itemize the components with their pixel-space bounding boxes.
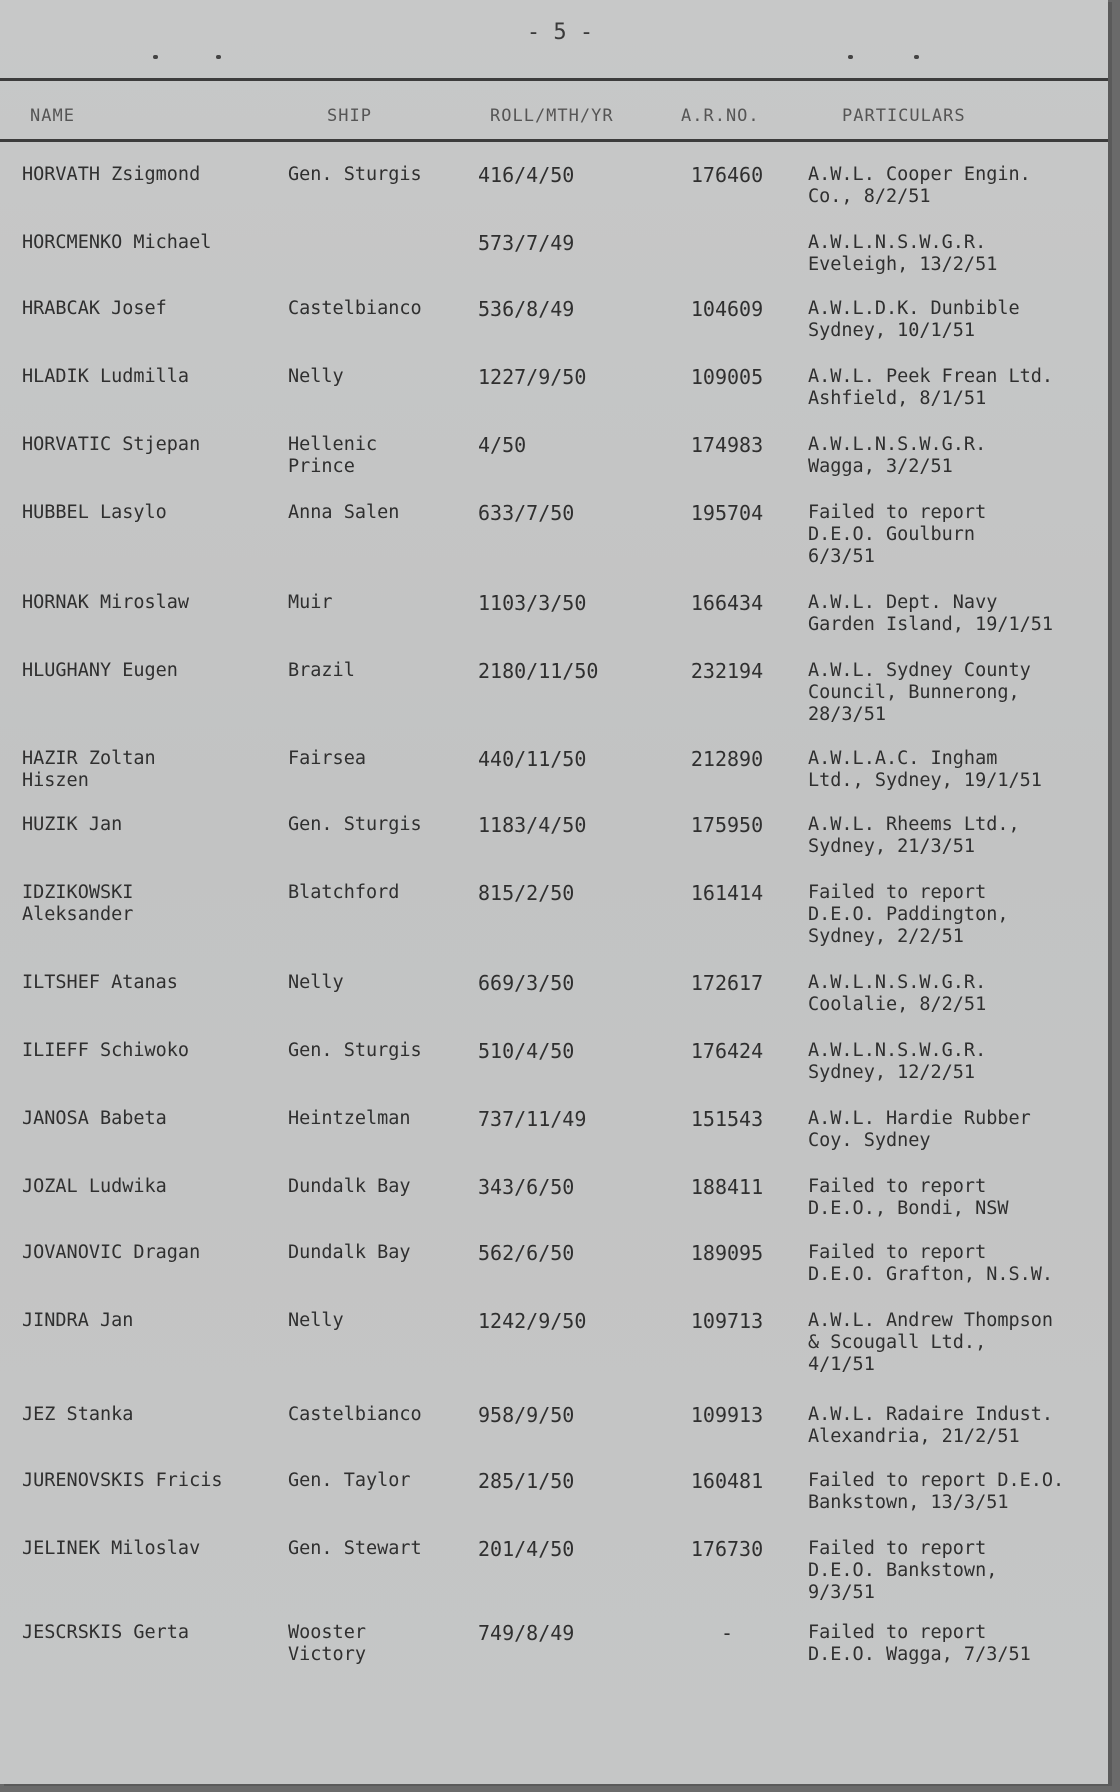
- ship-cell: Hellenic Prince: [288, 434, 378, 477]
- ar-number-cell: 212890: [690, 747, 764, 771]
- particulars-cell: A.W.L.N.S.W.G.R. Wagga, 3/2/51: [808, 434, 987, 477]
- roll-cell: 285/1/50: [478, 1469, 575, 1493]
- particulars-cell: Failed to report D.E.O. Grafton, N.S.W.: [808, 1242, 1054, 1285]
- name-cell: HLADIK Ludmilla: [22, 366, 190, 387]
- header-ar-no: A.R.NO.: [681, 106, 760, 126]
- ship-cell: Gen. Taylor: [288, 1470, 411, 1491]
- name-cell: HLUGHANY Eugen: [22, 660, 178, 681]
- roll-cell: 440/11/50: [478, 747, 587, 771]
- name-cell: JEZ Stanka: [22, 1404, 134, 1425]
- particulars-cell: A.W.L. Radaire Indust. Alexandria, 21/2/51: [808, 1404, 1054, 1447]
- particulars-cell: A.W.L. Rheems Ltd., Sydney, 21/3/51: [808, 814, 1020, 857]
- top-rule: [0, 78, 1108, 81]
- name-cell: JINDRA Jan: [22, 1310, 134, 1331]
- ship-cell: Nelly: [288, 972, 344, 993]
- name-cell: HUZIK Jan: [22, 814, 123, 835]
- particulars-cell: A.W.L. Sydney County Council, Bunnerong, 28/3/51: [808, 660, 1031, 725]
- ship-cell: Heintzelman: [288, 1108, 411, 1129]
- particulars-cell: A.W.L.N.S.W.G.R. Sydney, 12/2/51: [808, 1040, 987, 1083]
- ar-number-cell: 166434: [690, 591, 764, 615]
- ar-number-cell: 104609: [690, 297, 764, 321]
- ship-cell: Wooster Victory: [288, 1622, 366, 1665]
- ar-number-cell: 195704: [690, 501, 764, 525]
- particulars-cell: A.W.L. Dept. Navy Garden Island, 19/1/51: [808, 592, 1054, 635]
- roll-cell: 573/7/49: [478, 231, 575, 255]
- ship-cell: Anna Salen: [288, 502, 400, 523]
- ship-cell: Brazil: [288, 660, 355, 681]
- ship-cell: Castelbianco: [288, 1404, 422, 1425]
- particulars-cell: A.W.L. Andrew Thompson & Scougall Ltd., 4/1/51: [808, 1310, 1054, 1375]
- name-cell: HORNAK Miroslaw: [22, 592, 190, 613]
- roll-cell: 1103/3/50: [478, 591, 587, 615]
- particulars-cell: A.W.L.N.S.W.G.R. Coolalie, 8/2/51: [808, 972, 987, 1015]
- roll-cell: 2180/11/50: [478, 659, 599, 683]
- name-cell: HAZIR Zoltan Hiszen: [22, 748, 156, 791]
- ar-number-cell: 160481: [690, 1469, 764, 1493]
- ar-number-cell: 172617: [690, 971, 764, 995]
- roll-cell: 536/8/49: [478, 297, 575, 321]
- roll-cell: 343/6/50: [478, 1175, 575, 1199]
- ship-cell: Gen. Sturgis: [288, 814, 422, 835]
- ship-cell: Nelly: [288, 366, 344, 387]
- smudge-mark: [216, 55, 221, 59]
- name-cell: HUBBEL Lasylo: [22, 502, 167, 523]
- name-cell: JELINEK Miloslav: [22, 1538, 201, 1559]
- smudge-mark: [848, 55, 853, 59]
- roll-cell: 1227/9/50: [478, 365, 587, 389]
- roll-cell: 669/3/50: [478, 971, 575, 995]
- name-cell: JOZAL Ludwika: [22, 1176, 167, 1197]
- ship-cell: Gen. Sturgis: [288, 164, 422, 185]
- page-number: - 5 -: [526, 20, 594, 45]
- particulars-cell: Failed to report D.E.O., Bondi, NSW: [808, 1176, 1009, 1219]
- name-cell: JOVANOVIC Dragan: [22, 1242, 201, 1263]
- roll-cell: 737/11/49: [478, 1107, 587, 1131]
- particulars-cell: A.W.L.N.S.W.G.R. Eveleigh, 13/2/51: [808, 232, 998, 275]
- roll-cell: 416/4/50: [478, 163, 575, 187]
- ar-number-cell: 109005: [690, 365, 764, 389]
- name-cell: IDZIKOWSKI Aleksander: [22, 882, 134, 925]
- ship-cell: Dundalk Bay: [288, 1176, 411, 1197]
- name-cell: HORVATH Zsigmond: [22, 164, 201, 185]
- roll-cell: 633/7/50: [478, 501, 575, 525]
- particulars-cell: A.W.L. Cooper Engin. Co., 8/2/51: [808, 164, 1031, 207]
- ar-number-cell: 189095: [690, 1241, 764, 1265]
- ar-number-cell: 109713: [690, 1309, 764, 1333]
- smudge-mark: [914, 55, 919, 59]
- roll-cell: 1183/4/50: [478, 813, 587, 837]
- ar-number-cell: 174983: [690, 433, 764, 457]
- ar-number-cell: 109913: [690, 1403, 764, 1427]
- name-cell: JURENOVSKIS Fricis: [22, 1470, 223, 1491]
- particulars-cell: Failed to report D.E.O. Bankstown, 9/3/51: [808, 1538, 998, 1603]
- ship-cell: Castelbianco: [288, 298, 422, 319]
- header-ship: SHIP: [327, 106, 372, 126]
- particulars-cell: A.W.L. Peek Frean Ltd. Ashfield, 8/1/51: [808, 366, 1054, 409]
- roll-cell: 958/9/50: [478, 1403, 575, 1427]
- particulars-cell: A.W.L. Hardie Rubber Coy. Sydney: [808, 1108, 1031, 1151]
- ar-number-cell: 176424: [690, 1039, 764, 1063]
- ar-number-cell: 175950: [690, 813, 764, 837]
- particulars-cell: Failed to report D.E.O. Goulburn 6/3/51: [808, 502, 987, 567]
- header-roll: ROLL/MTH/YR: [490, 106, 614, 126]
- ship-cell: Gen. Sturgis: [288, 1040, 422, 1061]
- ar-number-cell: 176730: [690, 1537, 764, 1561]
- roll-cell: 749/8/49: [478, 1621, 575, 1645]
- ship-cell: Muir: [288, 592, 333, 613]
- ship-cell: Dundalk Bay: [288, 1242, 411, 1263]
- name-cell: HRABCAK Josef: [22, 298, 167, 319]
- particulars-cell: Failed to report D.E.O. Wagga, 7/3/51: [808, 1622, 1031, 1665]
- header-particulars: PARTICULARS: [842, 106, 966, 126]
- name-cell: HORVATIC Stjepan: [22, 434, 201, 455]
- particulars-cell: A.W.L.D.K. Dunbible Sydney, 10/1/51: [808, 298, 1020, 341]
- name-cell: JESCRSKIS Gerta: [22, 1622, 190, 1643]
- particulars-cell: Failed to report D.E.O. Bankstown, 13/3/51: [808, 1470, 1065, 1513]
- header-name: NAME: [30, 106, 75, 126]
- roll-cell: 1242/9/50: [478, 1309, 587, 1333]
- roll-cell: 510/4/50: [478, 1039, 575, 1063]
- name-cell: JANOSA Babeta: [22, 1108, 167, 1129]
- roll-cell: 815/2/50: [478, 881, 575, 905]
- ship-cell: Blatchford: [288, 882, 400, 903]
- header-rule: [0, 139, 1108, 142]
- smudge-mark: [153, 55, 158, 59]
- ship-cell: Fairsea: [288, 748, 366, 769]
- particulars-cell: A.W.L.A.C. Ingham Ltd., Sydney, 19/1/51: [808, 748, 1042, 791]
- ar-number-cell: 151543: [690, 1107, 764, 1131]
- ar-number-cell: -: [720, 1621, 734, 1645]
- name-cell: ILIEFF Schiwoko: [22, 1040, 190, 1061]
- ship-cell: Gen. Stewart: [288, 1538, 422, 1559]
- ar-number-cell: 232194: [690, 659, 764, 683]
- ar-number-cell: 176460: [690, 163, 764, 187]
- roll-cell: 562/6/50: [478, 1241, 575, 1265]
- roll-cell: 4/50: [478, 433, 527, 457]
- ar-number-cell: 161414: [690, 881, 764, 905]
- ar-number-cell: 188411: [690, 1175, 764, 1199]
- particulars-cell: Failed to report D.E.O. Paddington, Sydney, 2/2/51: [808, 882, 1009, 947]
- ship-cell: Nelly: [288, 1310, 344, 1331]
- name-cell: ILTSHEF Atanas: [22, 972, 178, 993]
- name-cell: HORCMENKO Michael: [22, 232, 212, 253]
- roll-cell: 201/4/50: [478, 1537, 575, 1561]
